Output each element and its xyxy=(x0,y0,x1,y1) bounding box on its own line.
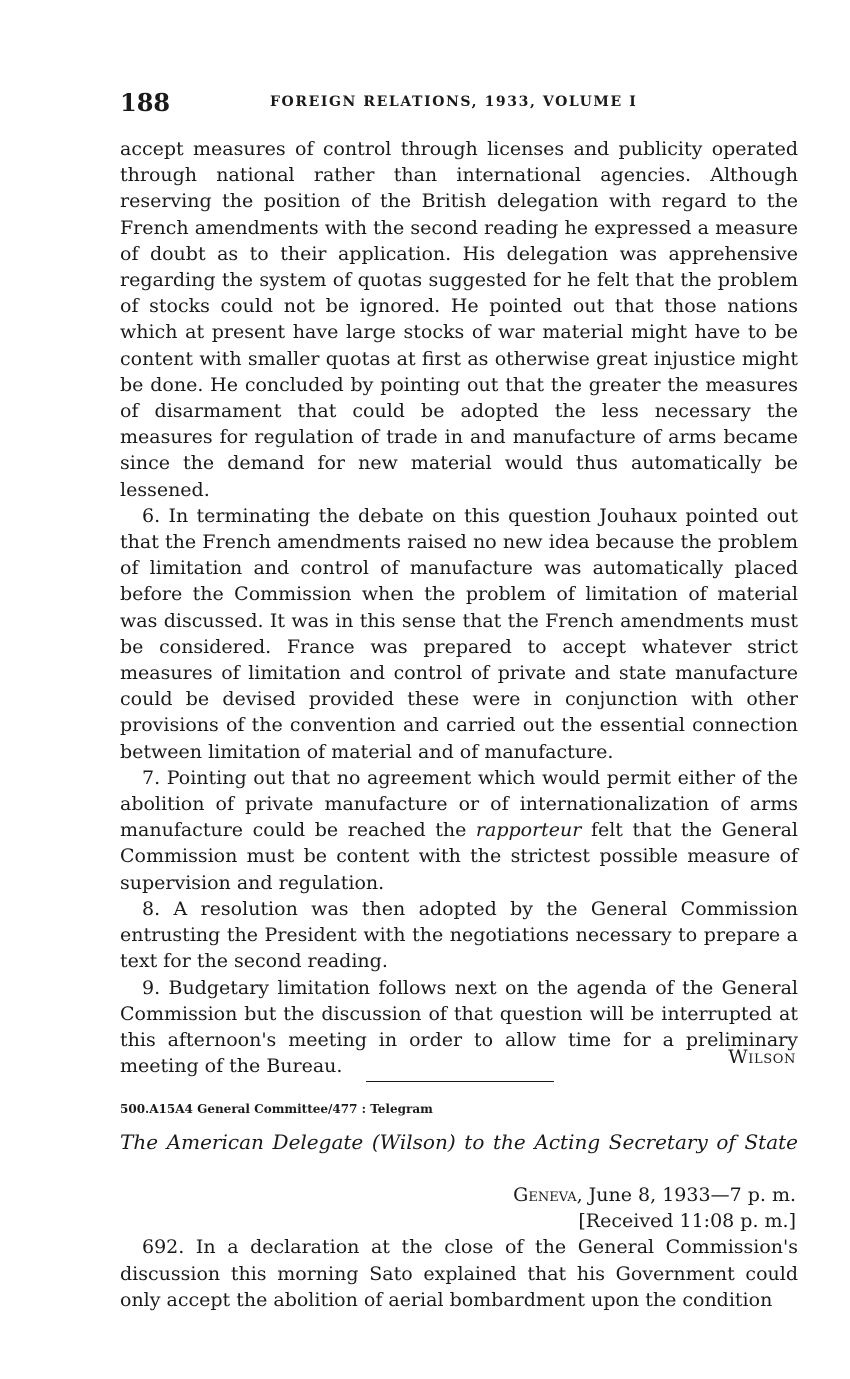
place: Geneva xyxy=(513,1184,577,1206)
paragraph-7 xyxy=(120,765,798,896)
page-number: 188 xyxy=(120,88,171,117)
paragraph-692: 692. In a declaration at the close of the General Commission's discussion this morning Sato explained that his Government could only accept the abolition of aerial bombardment upon the condition xyxy=(120,1236,798,1311)
date-line xyxy=(513,1182,796,1208)
body-text xyxy=(120,136,798,1079)
received-line: [Received 11:08 p. m.] xyxy=(578,1210,796,1232)
telegram-body xyxy=(120,1234,798,1314)
running-head xyxy=(120,88,798,124)
paragraph-7-text-a: 7. Pointing out that no agreement which would permit either of the abolition of private manufacture or of internationalization of arms manufacture could be reached the xyxy=(120,766,798,842)
file-reference: 500.A15A4 General Committee/477 : Telegram xyxy=(120,1102,433,1116)
paragraph-continuation: accept measures of control through licenses and publicity operated through national rather than international agencies. Although reserving the position of the British delegation with regard to the French amendments with the second reading he expressed a measure of doubt as to their application. His delegation was apprehensive regarding the system of quotas suggested for he felt that the problem of stocks could not be ignored. He pointed out that those nations which at present have large stocks of war material might have to be content with smaller quotas at first as otherwise great injustice might be done. He concluded by pointing out that the greater the measures of disarmament that could be adopted the less necessary the measures for regulation of trade in and manufacture of arms became since the demand for new material would thus automatically be lessened. xyxy=(120,138,798,501)
signature: Wilson xyxy=(728,1046,796,1068)
paragraph-8: 8. A resolution was then adopted by the General Commission entrusting the President with the negotiations necessary to prepare a text for the second reading. xyxy=(120,897,798,973)
paragraph-9: 9. Budgetary limitation follows next on the agenda of the General Commission but the discussion of that question will be interrupted at this afternoon's meeting in order to allow time for a preliminary meeting of the Bureau. xyxy=(120,976,798,1078)
dateline xyxy=(513,1182,796,1234)
document-title: The American Delegate (Wilson) to the Acting Secretary of State xyxy=(120,1130,798,1154)
rapporteur-term: rapporteur xyxy=(475,819,582,842)
running-title: FOREIGN RELATIONS, 1933, VOLUME I xyxy=(270,94,638,110)
paragraph-7-text-b: felt that the General Commission must be content with the strictest possible measure of supervision and regulation. xyxy=(120,819,798,894)
section-divider xyxy=(366,1081,554,1082)
date: , June 8, 1933—7 p. m. xyxy=(576,1184,796,1206)
paragraph-6: 6. In terminating the debate on this question Jouhaux pointed out that the French amendments raised no new idea because the problem of limitation and control of manufacture was automatically placed before the Commission when the problem of limitation of material was discussed. It was in this sense that the French amendments must be considered. France was prepared to accept whatever strict measures of limitation and control of private and state manufacture could be devised provided these were in conjunction with other provisions of the convention and carried out the essential connection between limitation of material and of manufacture. xyxy=(120,504,798,763)
